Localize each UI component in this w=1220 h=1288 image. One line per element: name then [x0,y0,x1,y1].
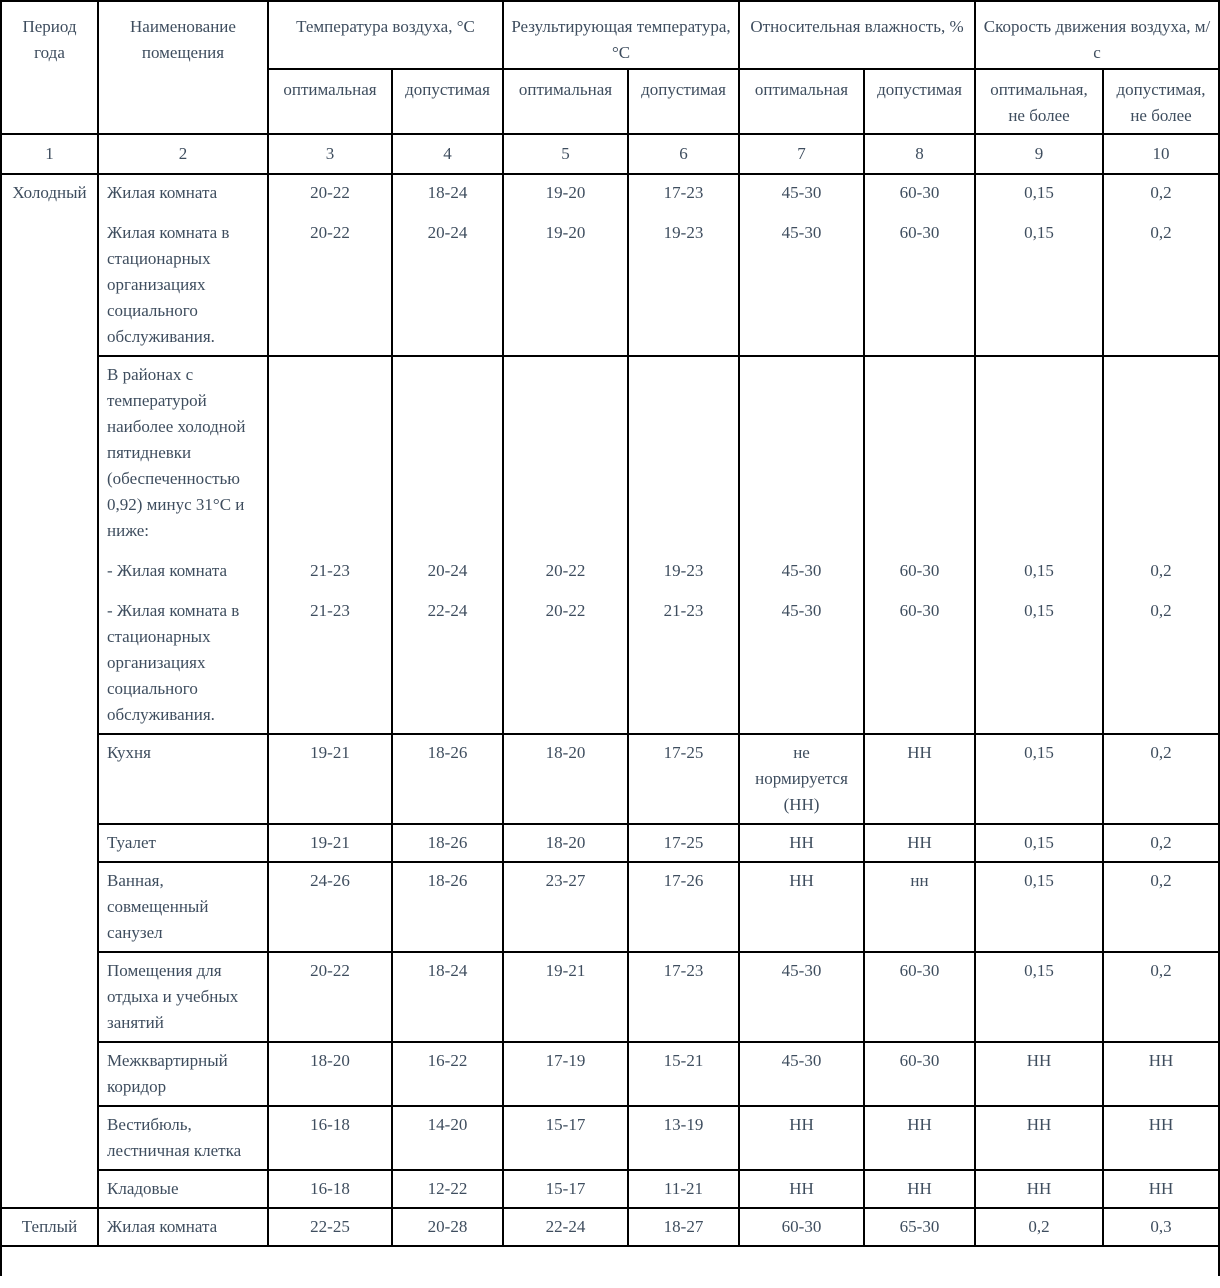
value-cell: 45-30 [739,952,864,1042]
room-name-cell: Жилая комната [98,174,268,211]
room-name-cell: Ванная, совмещенный санузел [98,862,268,952]
value-cell [975,356,1103,549]
value-cell: 18-27 [628,1208,739,1246]
value-cell: 18-20 [503,734,628,824]
value-cell: 60-30 [864,211,975,356]
room-name-cell: Межквартирный коридор [98,1042,268,1106]
value-cell: 20-22 [268,952,392,1042]
value-cell: 20-22 [268,174,392,211]
header-sub-result-temp-optimal: оптимальная [503,69,628,134]
room-name-cell: Жилая комната в стационарных организациях социального обслуживания. [98,211,268,356]
value-cell: 11-21 [628,1170,739,1208]
value-cell: 0,3 [1103,1208,1219,1246]
period-cell: Холодный [1,174,98,1208]
value-cell: 19-23 [628,549,739,589]
value-cell: 0,15 [975,549,1103,589]
column-number: 1 [1,134,98,174]
table-row [1,589,1219,734]
table-row [1,952,1219,1042]
value-cell: 0,2 [1103,549,1219,589]
table-header [1,1,1219,174]
column-number: 8 [864,134,975,174]
value-cell: НН [975,1042,1103,1106]
value-cell: 20-22 [503,549,628,589]
table-row [1,1208,1219,1246]
header-sub-air-temp-optimal: оптимальная [268,69,392,134]
value-cell: НН [1103,1042,1219,1106]
value-cell: 15-17 [503,1170,628,1208]
value-cell: 0,2 [1103,211,1219,356]
value-cell: НН [739,1170,864,1208]
header-group-resulting-temperature: Результирующая температура, °С [503,1,739,69]
value-cell: НН [739,862,864,952]
value-cell: 45-30 [739,1042,864,1106]
header-sub-air-temp-allowed: допустимая [392,69,503,134]
value-cell: 17-25 [628,824,739,862]
table-row [1,824,1219,862]
column-number: 3 [268,134,392,174]
value-cell: 16-18 [268,1106,392,1170]
value-cell: 60-30 [864,589,975,734]
room-name-cell: Помещения для отдыха и учебных занятий [98,952,268,1042]
header-period-year: Период года [1,1,98,134]
value-cell [503,356,628,549]
value-cell: 20-22 [268,211,392,356]
value-cell: 0,15 [975,174,1103,211]
value-cell: 17-26 [628,862,739,952]
cutoff-cell [1,1246,1219,1276]
value-cell: 60-30 [864,174,975,211]
column-number: 9 [975,134,1103,174]
value-cell: 21-23 [268,589,392,734]
header-group-air-temperature: Температура воздуха, °С [268,1,503,69]
room-name-cell: Вестибюль, лестничная клетка [98,1106,268,1170]
header-group-relative-humidity: Относительная влажность, % [739,1,975,69]
value-cell: 17-19 [503,1042,628,1106]
value-cell: 17-23 [628,952,739,1042]
value-cell: НН [975,1170,1103,1208]
value-cell: 18-26 [392,862,503,952]
table-row [1,734,1219,824]
value-cell: 21-23 [268,549,392,589]
value-cell: 19-23 [628,211,739,356]
room-name-cell: - Жилая комната в стационарных организациях социального обслуживания. [98,589,268,734]
value-cell [268,356,392,549]
value-cell: НН [1103,1170,1219,1208]
value-cell: 0,2 [1103,589,1219,734]
value-cell: 18-26 [392,734,503,824]
column-number: 5 [503,134,628,174]
value-cell: нн [864,862,975,952]
value-cell: 0,2 [1103,824,1219,862]
column-number: 7 [739,134,864,174]
value-cell: 45-30 [739,211,864,356]
value-cell: 19-20 [503,211,628,356]
header-sub-humidity-optimal: оптимальная [739,69,864,134]
room-name-cell: Туалет [98,824,268,862]
value-cell: 60-30 [864,952,975,1042]
value-cell: 0,2 [1103,952,1219,1042]
header-room-name: Наименование помещения [98,1,268,134]
value-cell: 17-25 [628,734,739,824]
value-cell: 20-24 [392,549,503,589]
value-cell: НН [864,824,975,862]
header-number-row [1,134,1219,174]
value-cell: 60-30 [739,1208,864,1246]
value-cell: НН [864,734,975,824]
room-name-cell: Кухня [98,734,268,824]
value-cell: 20-24 [392,211,503,356]
value-cell: 19-21 [268,734,392,824]
value-cell: 0,2 [1103,174,1219,211]
value-cell: 65-30 [864,1208,975,1246]
value-cell: 17-23 [628,174,739,211]
table-row-cutoff [1,1246,1219,1276]
value-cell: 0,15 [975,211,1103,356]
value-cell: НН [739,824,864,862]
value-cell: 0,15 [975,734,1103,824]
column-number: 10 [1103,134,1219,174]
header-sub-speed-allowed: допустимая, не более [1103,69,1219,134]
room-name-cell: Жилая комната [98,1208,268,1246]
value-cell: 0,15 [975,862,1103,952]
room-name-cell: В районах с температурой наиболее холодной пятидневки (обеспеченностью 0,92) минус 31°С и ниже: [98,356,268,549]
value-cell: НН [975,1106,1103,1170]
value-cell: 0,2 [1103,734,1219,824]
value-cell [1103,356,1219,549]
value-cell: 22-25 [268,1208,392,1246]
value-cell: 21-23 [628,589,739,734]
value-cell: НН [1103,1106,1219,1170]
value-cell: 16-18 [268,1170,392,1208]
value-cell: 18-20 [268,1042,392,1106]
value-cell: 60-30 [864,1042,975,1106]
room-name-cell: Кладовые [98,1170,268,1208]
value-cell: 0,15 [975,589,1103,734]
value-cell: 20-28 [392,1208,503,1246]
table-row [1,1042,1219,1106]
value-cell: 22-24 [503,1208,628,1246]
table-row [1,356,1219,549]
value-cell: 22-24 [392,589,503,734]
room-name-cell: - Жилая комната [98,549,268,589]
value-cell: НН [739,1106,864,1170]
value-cell: 0,15 [975,952,1103,1042]
table-row [1,1170,1219,1208]
value-cell: 45-30 [739,589,864,734]
value-cell: 19-20 [503,174,628,211]
column-number: 2 [98,134,268,174]
column-number: 6 [628,134,739,174]
value-cell: 23-27 [503,862,628,952]
value-cell: 0,2 [975,1208,1103,1246]
value-cell: НН [864,1106,975,1170]
table-row [1,211,1219,356]
value-cell: 24-26 [268,862,392,952]
value-cell: 18-24 [392,952,503,1042]
value-cell: 60-30 [864,549,975,589]
table-row [1,549,1219,589]
value-cell [392,356,503,549]
value-cell: 18-26 [392,824,503,862]
value-cell: 18-24 [392,174,503,211]
value-cell [864,356,975,549]
value-cell: 0,2 [1103,862,1219,952]
value-cell: 15-17 [503,1106,628,1170]
table-body [1,174,1219,1276]
value-cell: НН [864,1170,975,1208]
value-cell: 12-22 [392,1170,503,1208]
value-cell: 16-22 [392,1042,503,1106]
table-row [1,174,1219,211]
period-cell: Теплый [1,1208,98,1246]
value-cell: 15-21 [628,1042,739,1106]
table-row [1,1106,1219,1170]
value-cell [739,356,864,549]
value-cell: 13-19 [628,1106,739,1170]
value-cell: 0,15 [975,824,1103,862]
value-cell: не нормируется (НН) [739,734,864,824]
header-sub-humidity-allowed: допустимая [864,69,975,134]
value-cell: 19-21 [268,824,392,862]
value-cell: 18-20 [503,824,628,862]
value-cell: 20-22 [503,589,628,734]
value-cell: 14-20 [392,1106,503,1170]
value-cell: 45-30 [739,549,864,589]
header-group-air-speed: Скорость движения воздуха, м/с [975,1,1219,69]
value-cell [628,356,739,549]
header-sub-speed-optimal: оптимальная, не более [975,69,1103,134]
table-row [1,862,1219,952]
value-cell: 19-21 [503,952,628,1042]
header-group-row [1,1,1219,69]
value-cell: 45-30 [739,174,864,211]
column-number: 4 [392,134,503,174]
header-sub-result-temp-allowed: допустимая [628,69,739,134]
